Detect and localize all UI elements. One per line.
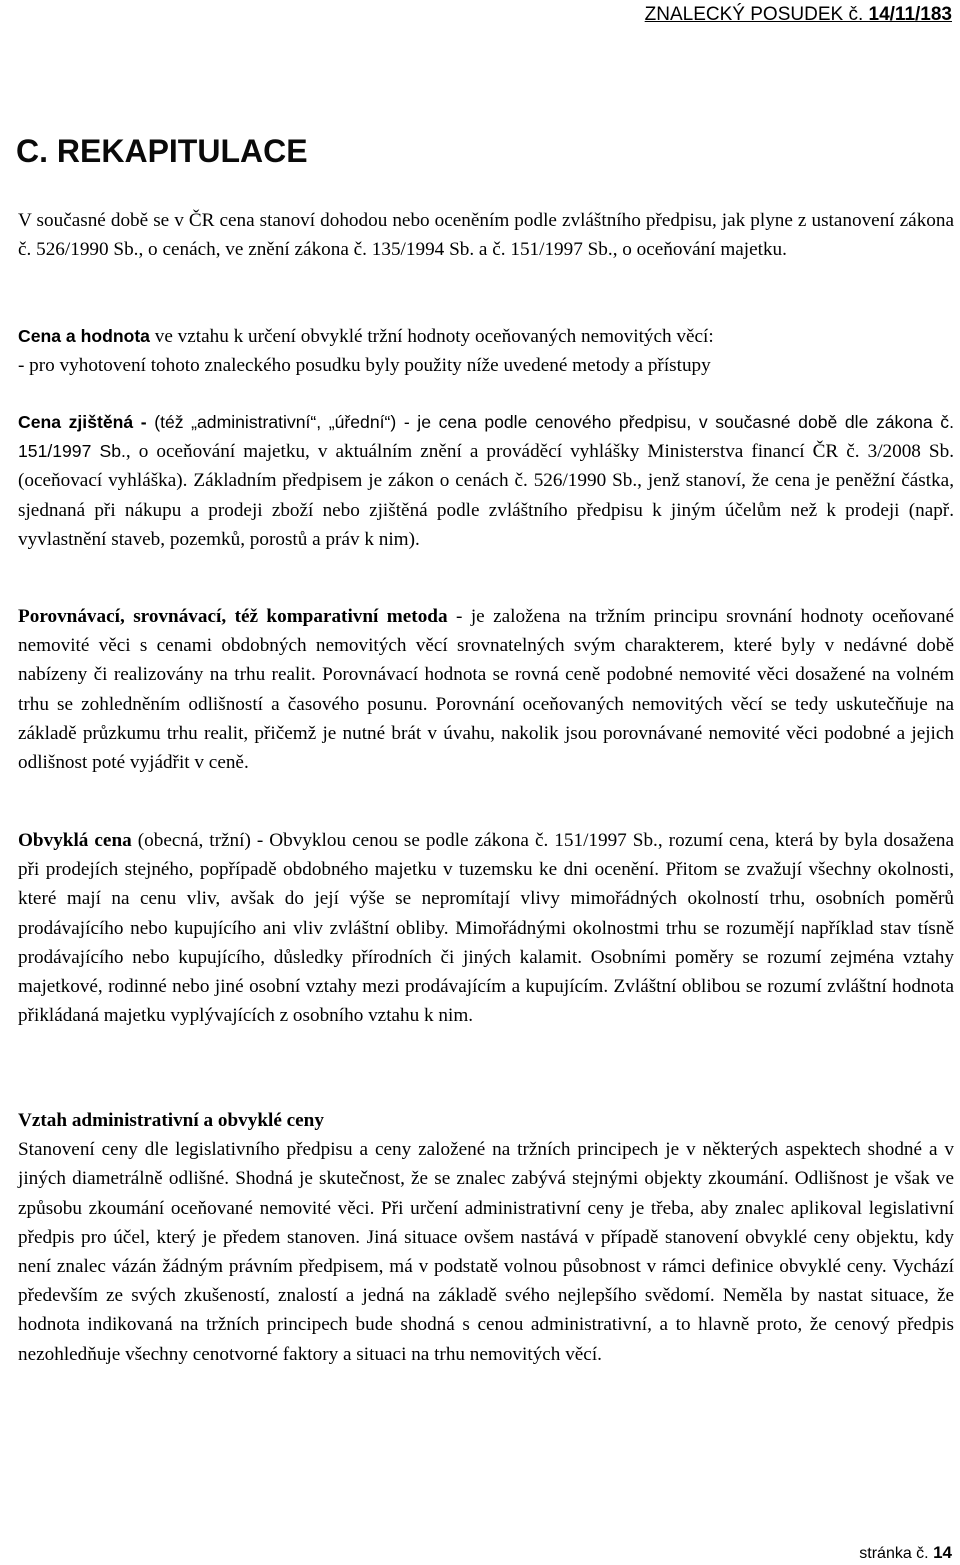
cena-zjistena-lead: Cena zjištěná	[18, 412, 134, 432]
page-footer	[859, 1543, 952, 1563]
porovnavaci-rest: - je založena na tržním principu srovnání hodnoty oceňované nemovité věci s cenami obdobných nemovitých věcí srovnatelných svým charakterem, které byly v nedávné době nabízeny či realizovány na trhu realit. Porovnávací hodnota se rovná ceně podobné nemovité věci dosažené na volném trhu se zohledněním odlišností a časového posunu. Porovnání oceňovaných nemovitých věcí se tedy uskutečňuje na základě průzkumu trhu realit, přičemž je nutné brát v úvahu, nakolik jsou porovnávané nemovité věci podobné a jejich odlišnost poté vyjádřit v ceně.	[18, 606, 954, 774]
section-title: C. REKAPITULACE	[16, 133, 308, 169]
cena-hodnota-line2: - pro vyhotovení tohoto znaleckého posudku byly použity níže uvedené metody a přístupy	[18, 355, 711, 377]
footer-page-number: 14	[933, 1543, 952, 1562]
porovnavaci-paragraph	[18, 602, 954, 777]
cena-hodnota-lead: Cena a hodnota	[18, 326, 150, 346]
cena-hodnota-rest: ve vztahu k určení obvyklé tržní hodnoty oceňovaných nemovitých věcí:	[149, 326, 714, 347]
header-prefix: ZNALECKÝ POSUDEK č.	[644, 4, 869, 25]
porovnavaci-lead: Porovnávací, srovnávací, též komparativní metoda	[18, 606, 448, 627]
obvykla-paragraph	[18, 826, 954, 1030]
page-header	[645, 4, 952, 26]
header-number: 14/11/183	[868, 4, 952, 25]
cena-hodnota-paragraph	[18, 322, 954, 380]
cena-zjistena-paragraph	[18, 408, 954, 554]
cena-zjistena-rest: , o oceňování majetku, v aktuálním znění a prováděcí vyhlášky Ministerstva financí ČR č. 3/2008 Sb. (oceňovací vyhláška). Základním předpisem je zákon o cenách č. 526/1990 Sb., jenž stanoví, že cena je peněžní částka, sjednaná při nákupu a prodeji zboží nebo zjištěná podle zvláštního předpisu k jiným účelům než k prodeji (např. vyvlastnění staveb, pozemků, porostů a práv k nim).	[18, 441, 954, 550]
cena-zjistena-dash: -	[133, 412, 155, 432]
vztah-section	[18, 1106, 954, 1369]
footer-label: stránka č.	[859, 1545, 934, 1562]
vztah-heading: Vztah administrativní a obvyklé ceny	[18, 1110, 324, 1131]
intro-paragraph: V současné době se v ČR cena stanoví dohodou nebo oceněním podle zvláštního předpisu, jak plyne z ustanovení zákona č. 526/1990 Sb., o cenách, ve znění zákona č. 135/1994 Sb. a č. 151/1997 Sb., o oceňování majetku.	[18, 210, 954, 261]
cena-zjistena-sans-part: (též „administrativní“, „úřední“) - je cena podle cenového předpisu, v současné době dle zákona č. 151/1997 Sb.	[18, 412, 954, 462]
obvykla-lead: Obvyklá cena	[18, 830, 132, 851]
obvykla-rest: (obecná, tržní) - Obvyklou cenou se podle zákona č. 151/1997 Sb., rozumí cena, která by byla dosažena při prodejích stejného, popřípadě obdobného majetku v tuzemsku ke dni ocenění. Přitom se zvažují všechny okolnosti, které mají na cenu vliv, avšak do její výše se nepromítají vlivy mimořádných okolností trhu, osobních poměrů prodávajícího nebo kupujícího ani vliv zvláštní obliby. Mimořádnými okolnostmi trhu se rozumějí například stav tísně prodávajícího nebo kupujícího, důsledky přírodních či jiných kalamit. Osobními poměry se rozumí zejména vztahy majetkové, rodinné nebo jiné osobní vztahy mezi prodávajícím a kupujícím. Zvláštní oblibou se rozumí zvláštní hodnota přikládaná majetku vyplývajících z osobního vztahu k nim.	[18, 830, 954, 1027]
vztah-paragraph: Stanovení ceny dle legislativního předpisu a ceny založené na tržních principech je v některých aspektech shodné a v jiných diametrálně odlišné. Shodná je skutečnost, že se znalec zabývá stejnými objekty zkoumání. Odlišnost je však ve způsobu zkoumání oceňované nemovité věci. Při určení administrativní ceny je třeba, aby znalec aplikoval legislativní předpis pro účel, který je předem stanoven. Jiná situace ovšem nastává v případě stanovení obvyklé ceny objektu, kdy není znalec vázán žádným právním předpisem, má v podstatě volnou působnost v rámci definice obvyklé ceny. Vychází především ze svých zkušeností, znalostí a jedná na základě svého nejlepšího svědomí. Neměla by nastat situace, že hodnota indikovaná na tržních principech bude shodná s cenou administrativní, a to hlavně proto, že cenový předpis nezohledňuje všechny cenotvorné faktory a situaci na trhu nemovitých věcí.	[18, 1139, 954, 1365]
